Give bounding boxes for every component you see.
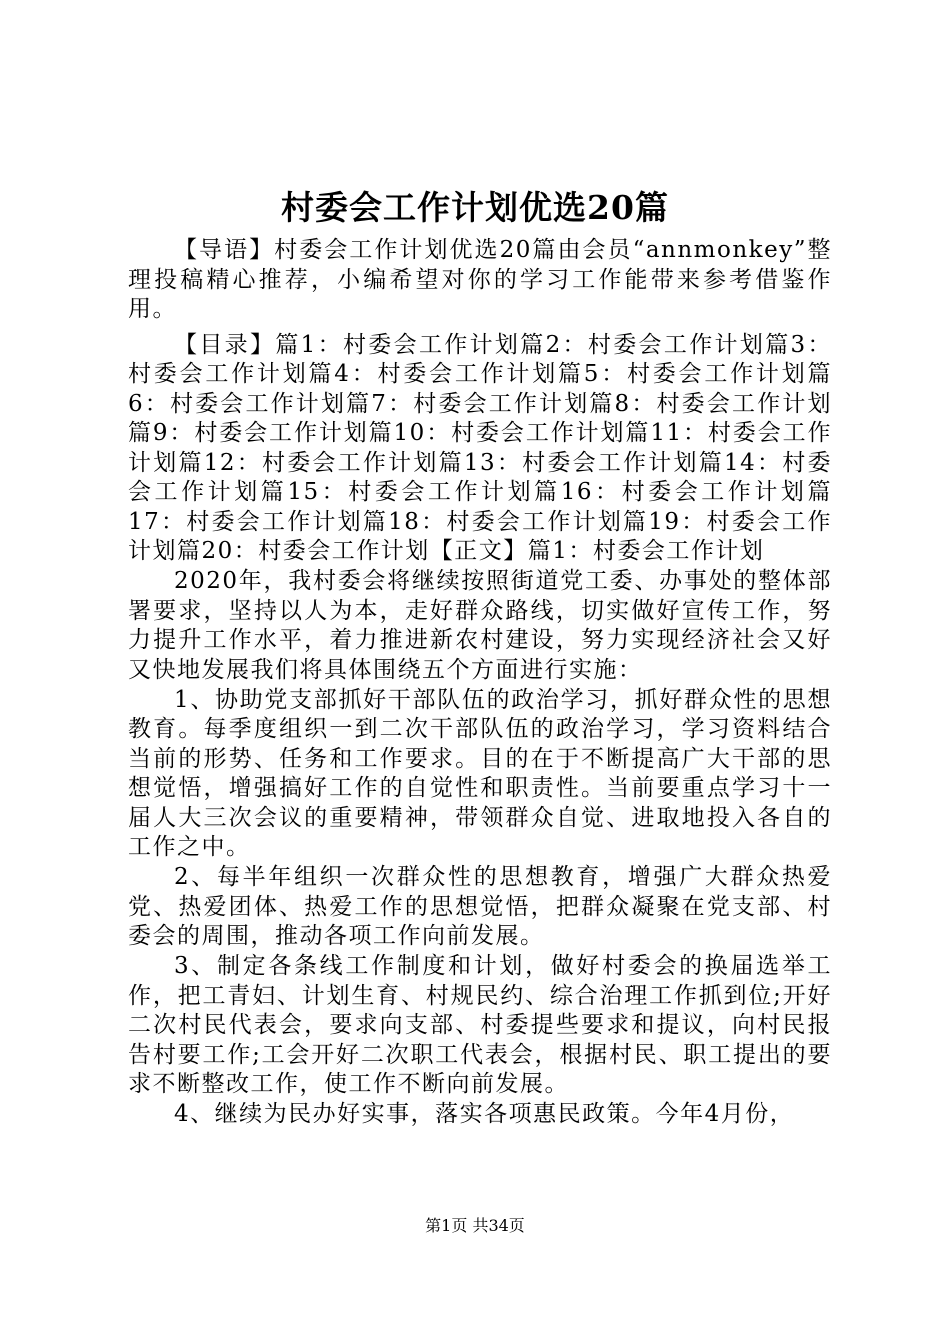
body-paragraph: 1、协助党支部抓好干部队伍的政治学习，抓好群众性的思想教育。每季度组织一到二次干部队伍的政治学习，学习资料结合当前的形势、任务和工作要求。目的在于不断提高广大干部的思想觉悟，增强搞好工作的自觉性和职责性。当前要重点学习十一届人大三次会议的重要精神，带领群众自觉、进取地投入各自的工作之中。 — [128, 686, 832, 860]
intro-paragraph: 【导语】村委会工作计划优选20篇由会员“annmonkey”整理投稿精心推荐，小编希望对你的学习工作能带来参考借鉴作用。 — [128, 237, 832, 322]
body-paragraph: 4、继续为民办好实事，落实各项惠民政策。今年4月份， — [174, 1101, 795, 1127]
body-paragraph: 2、每半年组织一次群众性的思想教育，增强广大群众热爱党、热爱团体、热爱工作的思想觉悟，把群众凝聚在党支部、村委会的周围，推动各项工作向前发展。 — [128, 864, 832, 949]
body-paragraph: 3、制定各条线工作制度和计划，做好村委会的换届选举工作，把工青妇、计划生育、村规民约、综合治理工作抓到位;开好二次村民代表会，要求向支部、村委提些要求和提议，向村民报告村要工作;工会开好二次职工代表会，根据村民、职工提出的要求不断整改工作，使工作不断向前发展。 — [128, 953, 832, 1097]
page-footer: 第1页 共34页 — [425, 1216, 525, 1235]
document-title: 村委会工作计划优选20篇 — [281, 188, 669, 227]
toc-paragraph: 【目录】篇1：村委会工作计划篇2：村委会工作计划篇3：村委会工作计划篇4：村委会工作计划篇5：村委会工作计划篇6：村委会工作计划篇7：村委会工作计划篇8：村委会工作计划篇9：村委会工作计划篇10：村委会工作计划篇11：村委会工作计划篇12：村委会工作计划篇13：村委会工作计划篇14：村委会工作计划篇15：村委会工作计划篇16：村委会工作计划篇17：村委会工作计划篇18：村委会工作计划篇19：村委会工作计划篇20：村委会工作计划【正文】篇1：村委会工作计划 — [128, 331, 832, 564]
body-paragraph: 2020年，我村委会将继续按照街道党工委、办事处的整体部署要求，坚持以人为本，走好群众路线，切实做好宣传工作，努力提升工作水平，着力推进新农村建设，努力实现经济社会又好又快地发展我们将具体围绕五个方面进行实施： — [128, 568, 832, 683]
document-body — [128, 236, 832, 1130]
